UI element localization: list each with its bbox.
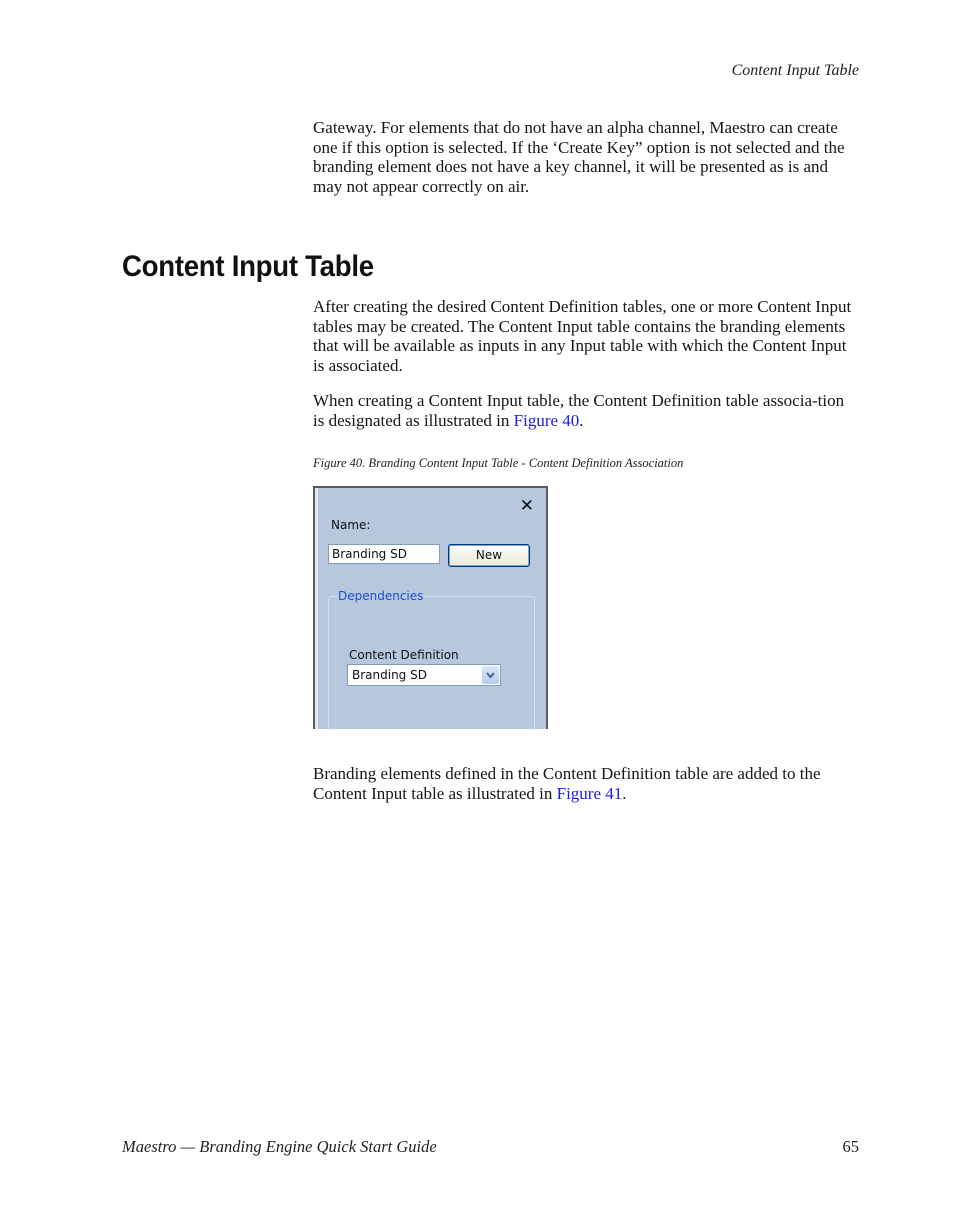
paragraph-3-end: . (622, 783, 627, 803)
new-button[interactable]: New (448, 544, 530, 567)
name-input[interactable]: Branding SD (328, 544, 440, 564)
chevron-down-icon[interactable] (482, 666, 499, 684)
content-definition-label: Content Definition (349, 648, 459, 662)
footer-guide-title: Maestro — Branding Engine Quick Start Guide (122, 1137, 437, 1156)
content-definition-select[interactable] (347, 664, 501, 686)
paragraph-1: After creating the desired Content Definition tables, one or more Content Input tables may be created. The Content Input table contains the branding elements that will be available as inputs in any Input table with which the Content Input is associated. (313, 297, 852, 375)
name-label: Name: (331, 518, 371, 532)
figure-caption: Figure 40. Branding Content Input Table - Content Definition Association (313, 456, 684, 470)
figure-41-link[interactable]: Figure 41 (556, 783, 623, 803)
paragraph-2 (313, 391, 859, 430)
paragraph-2-text: When creating a Content Input table, the Content Definition table associa-tion is designated as illustrated in (313, 391, 845, 430)
dialog-edge (315, 488, 318, 729)
intro-paragraph: Gateway. For elements that do not have an alpha channel, Maestro can create one if this option is selected. If the ‘Create Key” option is not selected and the branding element does not have a key channel, it will be presented as is and may not appear correctly on air. (313, 118, 845, 196)
paragraph-3-text: Branding elements defined in the Content Definition table are added to the Content Input table as illustrated in (313, 764, 821, 803)
paragraph-2-end: . (579, 410, 584, 430)
running-head: Content Input Table (731, 62, 859, 79)
paragraph-3 (313, 764, 859, 803)
section-title: Content Input Table (122, 250, 374, 283)
close-icon[interactable]: ✕ (519, 496, 534, 516)
page-number: 65 (842, 1137, 859, 1156)
dependencies-label: Dependencies (338, 589, 424, 603)
content-definition-value: Branding SD (352, 668, 427, 682)
content-input-dialog (313, 486, 548, 729)
figure-40-link[interactable]: Figure 40 (513, 410, 580, 430)
dependencies-group (328, 596, 535, 729)
